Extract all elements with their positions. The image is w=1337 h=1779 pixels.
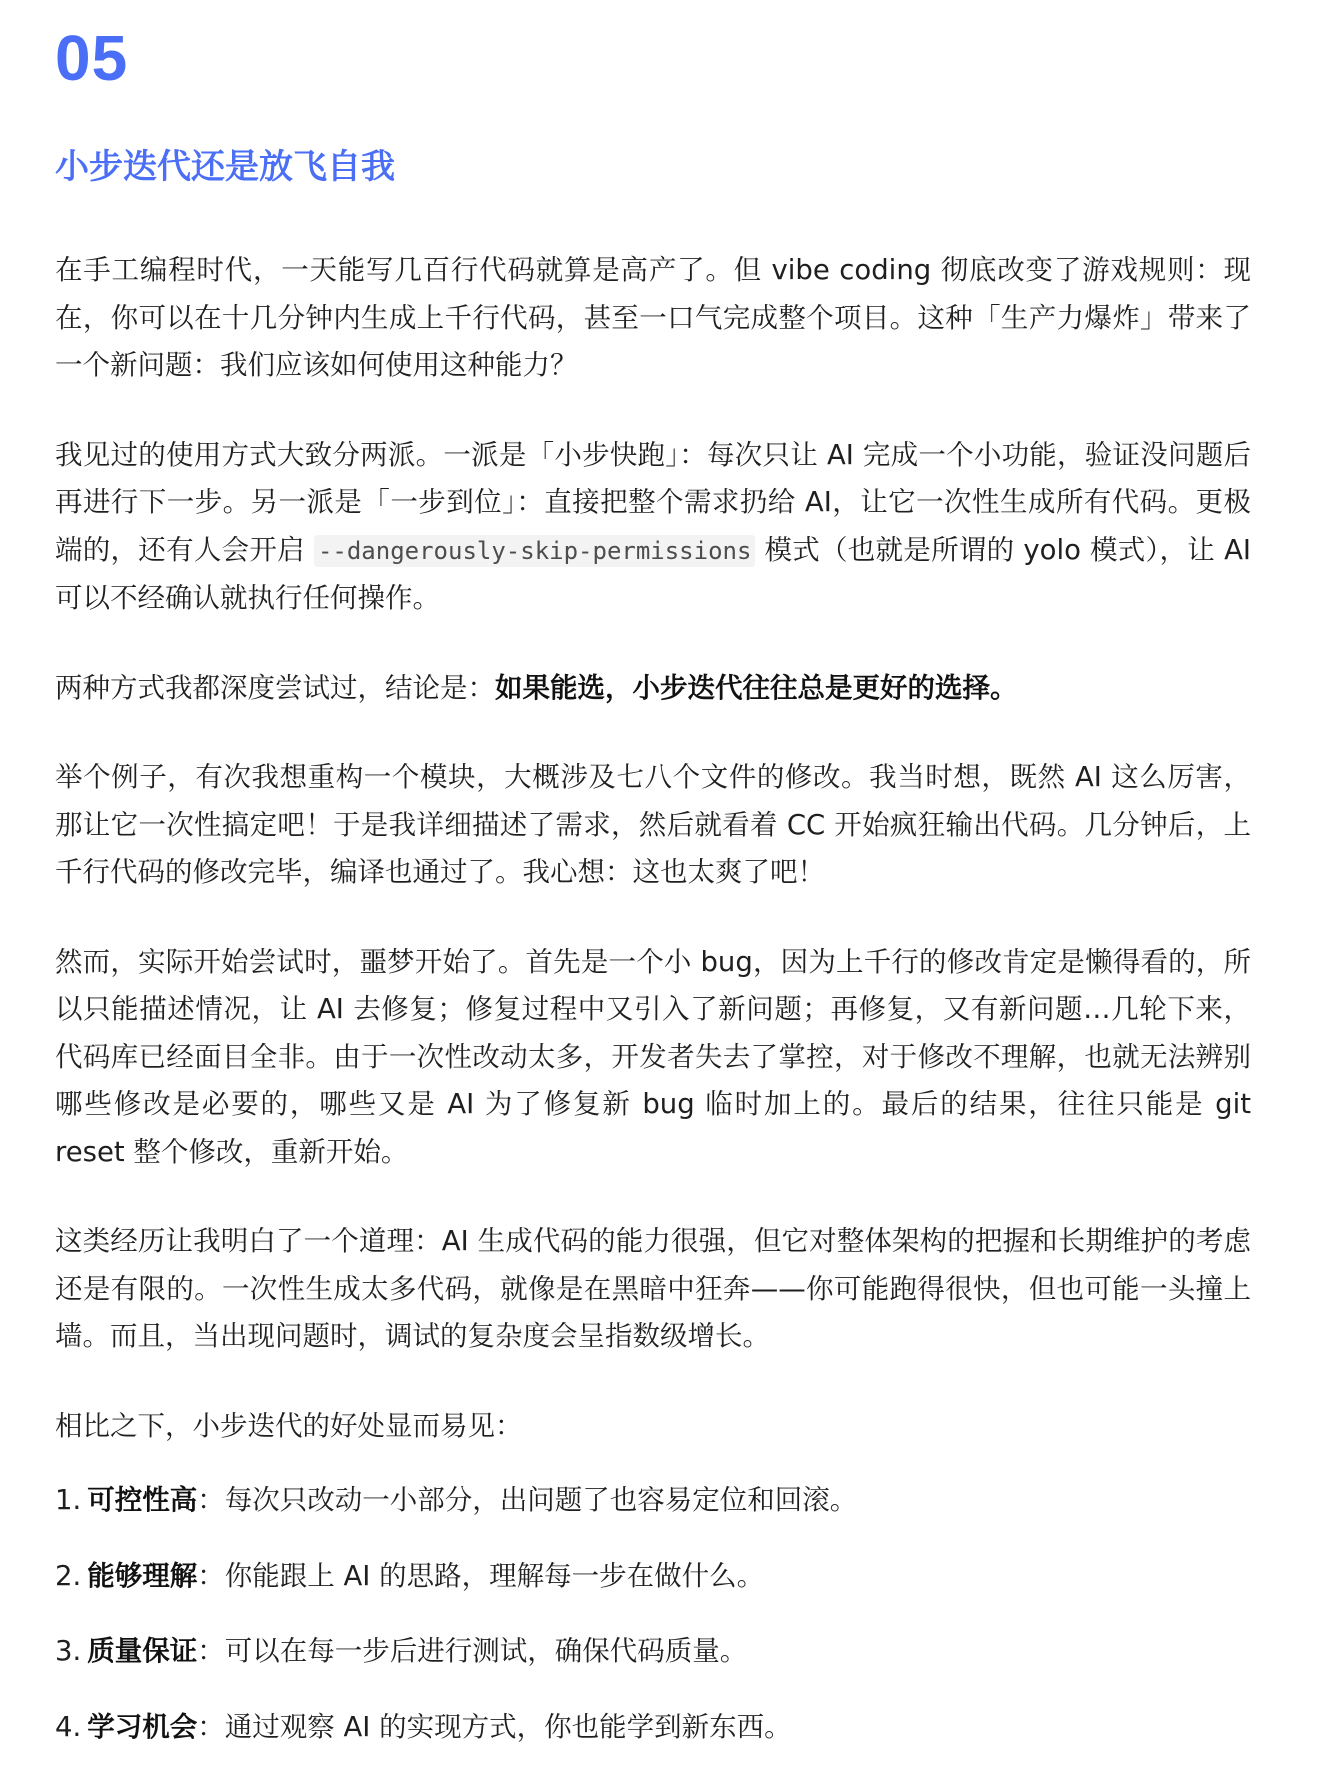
section-title: 小步迭代还是放飞自我: [55, 147, 395, 187]
inline-code-flag: --dangerously-skip-permissions: [314, 535, 755, 567]
list-desc: ：你能跟上 AI 的思路，理解每一步在做什么。: [197, 1559, 765, 1592]
list-number: 3.: [55, 1635, 82, 1667]
list-term: 质量保证: [87, 1635, 198, 1667]
paragraph-text: 两种方式我都深度尝试过，结论是：: [55, 671, 495, 704]
list-number: 1.: [55, 1484, 82, 1516]
paragraph-text: 我见过的使用方式大致分两派。一派是「小步快跑」：每次只让 AI 完成一个小功能，验证没问题后再进行下一步。另一派是「一步到位」：直接把整个需求扔给 AI，让它一次性生成所有代码。更极端的，还有人会开启: [55, 438, 1251, 566]
paragraph-lesson: 这类经历让我明白了一个道理：AI 生成代码的能力很强，但它对整体架构的把握和长期维护的考虑还是有限的。一次性生成太多代码，就像是在黑暗中狂奔——你可能跑得很快，但也可能一头撞上墙。而且，当出现问题时，调试的复杂度会呈指数级增长。: [55, 1225, 1251, 1352]
list-item: [55, 1628, 1251, 1676]
paragraph-conclusion: [55, 665, 1251, 713]
list-desc: ：可以在每一步后进行测试，确保代码质量。: [197, 1635, 748, 1667]
list-term: 学习机会: [87, 1710, 198, 1743]
paragraph-benefits-intro: 相比之下，小步迭代的好处显而易见：: [55, 1409, 523, 1442]
list-term: 可控性高: [87, 1484, 198, 1516]
list-desc: ：每次只改动一小部分，出问题了也容易定位和回滚。: [197, 1484, 858, 1516]
section-number: 05: [55, 22, 129, 94]
list-number: 2.: [55, 1559, 82, 1592]
list-item: [55, 1553, 1251, 1601]
paragraph-text: 模式（也就是所谓的 yolo 模式），让 AI 可以不经确认就执行任何操作。: [55, 533, 1252, 614]
article-body: [55, 247, 1251, 1779]
list-item: [55, 1704, 1251, 1752]
paragraph-two-approaches: [55, 432, 1251, 623]
list-term: 能够理解: [87, 1559, 198, 1592]
paragraph-nightmare: 然而，实际开始尝试时，噩梦开始了。首先是一个小 bug，因为上千行的修改肯定是懒得看的，所以只能描述情况，让 AI 去修复；修复过程中又引入了新问题；再修复，又有新问题…几轮下来，代码库已经面目全非。由于一次性改动太多，开发者失去了掌控，对于修改不理解，也就无法辨别哪些修改是必要的，哪些又是 AI 为了修复新 bug 临时加上的。最后的结果，往往只能是 git reset 整个修改，重新开始。: [55, 945, 1251, 1168]
list-item: [55, 1477, 1251, 1525]
benefits-list: [55, 1477, 1251, 1751]
paragraph-intro: 在手工编程时代，一天能写几百行代码就算是高产了。但 vibe coding 彻底改变了游戏规则：现在，你可以在十几分钟内生成上千行代码，甚至一口气完成整个项目。这种「生产力爆炸」带来了一个新问题：我们应该如何使用这种能力？: [55, 254, 1251, 381]
list-number: 4.: [55, 1710, 82, 1743]
list-desc: ：通过观察 AI 的实现方式，你也能学到新东西。: [197, 1710, 792, 1743]
paragraph-example: 举个例子，有次我想重构一个模块，大概涉及七八个文件的修改。我当时想，既然 AI 这么厉害，那让它一次性搞定吧！于是我详细描述了需求，然后就看着 CC 开始疯狂输出代码。几分钟后，上千行代码的修改完毕，编译也通过了。我心想：这也太爽了吧！: [55, 761, 1251, 888]
bold-conclusion: 如果能选，小步迭代往往总是更好的选择。: [495, 671, 1018, 704]
